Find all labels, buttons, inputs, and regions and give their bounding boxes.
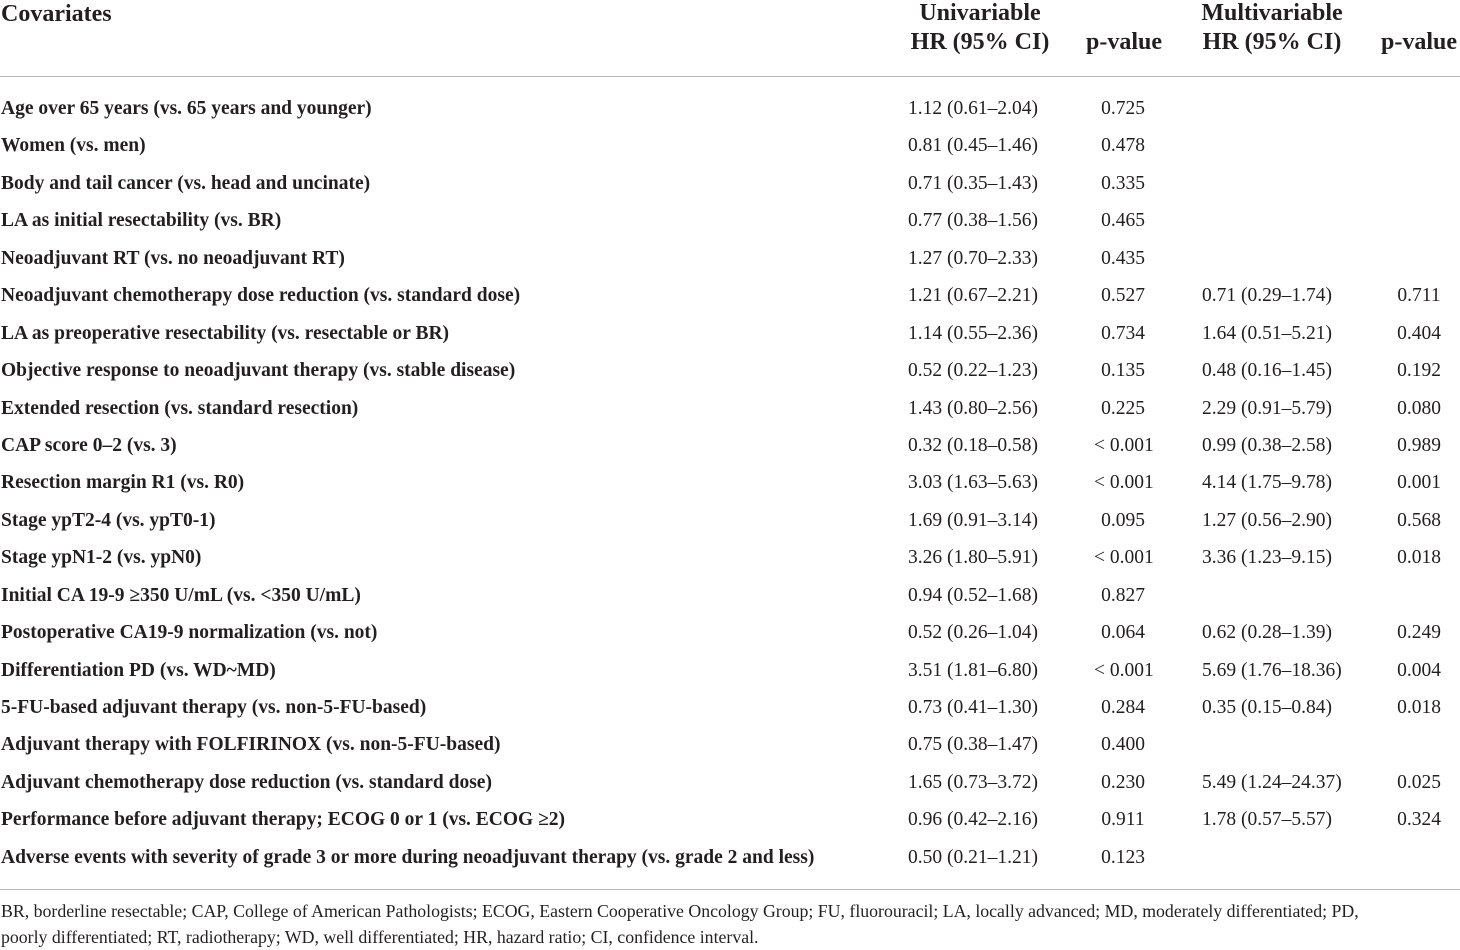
covariate-cell: CAP score 0–2 (vs. 3) xyxy=(1,434,177,456)
footnote-line-2: poorly differentiated; RT, radiotherapy; WD, well differentiated; HR, hazard ratio; CI, confidence interval. xyxy=(1,927,759,947)
univariable-pvalue-cell: 0.284 xyxy=(1101,697,1145,718)
multivariable-hr-cell: 4.14 (1.75–9.78) xyxy=(1202,472,1332,494)
univariable-pvalue-cell: 0.911 xyxy=(1101,809,1145,831)
univariable-hr-cell: 1.21 (0.67–2.21) xyxy=(908,285,1038,307)
bottom-rule xyxy=(0,889,1460,890)
covariate-cell: 5-FU-based adjuvant therapy (vs. non-5-FU-based) xyxy=(1,697,427,718)
header-multivariable-line1: Multivariable xyxy=(1201,0,1343,26)
header-rule xyxy=(0,76,1460,77)
univariable-pvalue-cell: 0.400 xyxy=(1101,734,1145,756)
univariable-hr-cell: 1.69 (0.91–3.14) xyxy=(908,509,1038,531)
univariable-hr-cell: 0.52 (0.26–1.04) xyxy=(908,622,1038,644)
header-multivariable xyxy=(1190,0,1354,57)
univariable-hr-cell: 0.71 (0.35–1.43) xyxy=(908,172,1038,194)
multivariable-hr-cell: 1.64 (0.51–5.21) xyxy=(1202,322,1332,344)
covariate-cell: Differentiation PD (vs. WD~MD) xyxy=(1,659,276,681)
multivariable-hr-cell: 0.35 (0.15–0.84) xyxy=(1202,697,1332,718)
multivariable-hr-cell: 5.69 (1.76–18.36) xyxy=(1202,659,1342,681)
univariable-hr-cell: 0.96 (0.42–2.16) xyxy=(908,809,1038,831)
multivariable-pvalue-cell: 0.018 xyxy=(1397,547,1441,569)
multivariable-hr-cell: 0.48 (0.16–1.45) xyxy=(1202,360,1332,382)
univariable-pvalue-cell: < 0.001 xyxy=(1094,659,1154,681)
multivariable-hr-cell: 0.71 (0.29–1.74) xyxy=(1202,285,1332,307)
univariable-hr-cell: 1.43 (0.80–2.56) xyxy=(908,397,1038,419)
univariable-hr-cell: 0.50 (0.21–1.21) xyxy=(908,846,1038,868)
covariate-cell: Stage ypN1-2 (vs. ypN0) xyxy=(1,547,202,569)
header-pvalue-univariable: p-value xyxy=(1085,29,1162,55)
table-row xyxy=(0,764,1460,801)
multivariable-pvalue-cell: 0.404 xyxy=(1397,322,1441,344)
univariable-hr-cell: 1.27 (0.70–2.33) xyxy=(908,247,1038,269)
covariate-cell: Adverse events with severity of grade 3 or more during neoadjuvant therapy (vs. grade 2 and less) xyxy=(1,846,815,868)
table-footnote xyxy=(1,898,1460,950)
multivariable-pvalue-cell: 0.080 xyxy=(1397,397,1441,419)
univariable-hr-cell: 1.14 (0.55–2.36) xyxy=(908,322,1038,344)
univariable-pvalue-cell: 0.435 xyxy=(1101,247,1145,269)
multivariable-pvalue-cell: 0.004 xyxy=(1397,659,1441,681)
table-row xyxy=(0,502,1460,539)
covariate-cell: Postoperative CA19-9 normalization (vs. not) xyxy=(1,622,378,644)
multivariable-pvalue-cell: 0.025 xyxy=(1397,771,1441,793)
header-univariable-line1: Univariable xyxy=(919,0,1041,26)
univariable-hr-cell: 0.94 (0.52–1.68) xyxy=(908,584,1038,606)
univariable-pvalue-cell: 0.465 xyxy=(1101,210,1145,232)
footnote-line-1: BR, borderline resectable; CAP, College of American Pathologists; ECOG, Eastern Cooperative Oncology Group; FU, fluorouracil; LA, locally advanced; MD, moderately differentiated; PD, xyxy=(1,901,1359,921)
univariable-hr-cell: 1.65 (0.73–3.72) xyxy=(908,771,1038,793)
covariate-cell: LA as preoperative resectability (vs. resectable or BR) xyxy=(1,322,450,344)
multivariable-pvalue-cell: 0.001 xyxy=(1397,472,1441,494)
covariate-cell: LA as initial resectability (vs. BR) xyxy=(1,210,282,232)
table-row xyxy=(0,614,1460,651)
univariable-hr-cell: 3.51 (1.81–6.80) xyxy=(908,659,1038,681)
table-row xyxy=(0,240,1460,277)
table-row xyxy=(0,390,1460,427)
header-univariable-line2: HR (95% CI) xyxy=(910,29,1050,55)
univariable-pvalue-cell: < 0.001 xyxy=(1094,434,1154,456)
multivariable-hr-cell: 1.78 (0.57–5.57) xyxy=(1202,809,1332,831)
table-row xyxy=(0,277,1460,314)
header-pvalue-multivariable: p-value xyxy=(1380,29,1457,55)
table-row xyxy=(0,801,1460,838)
univariable-hr-cell: 0.81 (0.45–1.46) xyxy=(908,135,1038,157)
table-row xyxy=(0,577,1460,614)
univariable-pvalue-cell: 0.478 xyxy=(1101,135,1145,157)
table-row xyxy=(0,90,1460,127)
covariate-cell: Body and tail cancer (vs. head and uncinate) xyxy=(1,172,371,194)
multivariable-hr-cell: 1.27 (0.56–2.90) xyxy=(1202,509,1332,531)
multivariable-hr-cell: 0.99 (0.38–2.58) xyxy=(1202,434,1332,456)
univariable-pvalue-cell: < 0.001 xyxy=(1094,547,1154,569)
table-row xyxy=(0,427,1460,464)
multivariable-pvalue-cell: 0.192 xyxy=(1397,360,1441,382)
univariable-hr-cell: 0.52 (0.22–1.23) xyxy=(908,360,1038,382)
covariate-cell: Adjuvant chemotherapy dose reduction (vs. standard dose) xyxy=(1,771,492,793)
univariable-pvalue-cell: 0.135 xyxy=(1101,360,1145,382)
covariate-cell: Resection margin R1 (vs. R0) xyxy=(1,472,245,494)
univariable-pvalue-cell: 0.527 xyxy=(1101,285,1145,307)
multivariable-hr-cell: 2.29 (0.91–5.79) xyxy=(1202,397,1332,419)
univariable-pvalue-cell: 0.335 xyxy=(1101,172,1145,194)
table-row xyxy=(0,839,1460,876)
covariate-cell: Age over 65 years (vs. 65 years and younger) xyxy=(1,98,372,119)
univariable-hr-cell: 0.73 (0.41–1.30) xyxy=(908,697,1038,718)
table-row xyxy=(0,726,1460,763)
table-row xyxy=(0,202,1460,239)
table-row xyxy=(0,165,1460,202)
univariable-pvalue-cell: 0.225 xyxy=(1101,397,1145,419)
univariable-hr-cell: 0.32 (0.18–0.58) xyxy=(908,434,1038,456)
multivariable-hr-cell: 0.62 (0.28–1.39) xyxy=(1202,622,1332,644)
multivariable-hr-cell: 3.36 (1.23–9.15) xyxy=(1202,547,1332,569)
table-row xyxy=(0,127,1460,164)
covariate-cell: Adjuvant therapy with FOLFIRINOX (vs. non-5-FU-based) xyxy=(1,734,501,756)
covariate-cell: Objective response to neoadjuvant therapy (vs. stable disease) xyxy=(1,360,516,382)
multivariable-pvalue-cell: 0.568 xyxy=(1397,509,1441,531)
univariable-hr-cell: 3.26 (1.80–5.91) xyxy=(908,547,1038,569)
univariable-pvalue-cell: 0.123 xyxy=(1101,846,1145,868)
multivariable-pvalue-cell: 0.249 xyxy=(1397,622,1441,644)
table-row xyxy=(0,315,1460,352)
covariate-cell: Women (vs. men) xyxy=(1,135,146,157)
header-covariates: Covariates xyxy=(1,1,112,27)
multivariable-pvalue-cell: 0.018 xyxy=(1397,697,1441,718)
covariate-cell: Neoadjuvant RT (vs. no neoadjuvant RT) xyxy=(1,247,345,269)
covariate-cell: Performance before adjuvant therapy; ECOG 0 or 1 (vs. ECOG ≥2) xyxy=(1,809,566,831)
multivariable-pvalue-cell: 0.989 xyxy=(1397,434,1441,456)
univariable-hr-cell: 0.75 (0.38–1.47) xyxy=(908,734,1038,756)
table-row xyxy=(0,689,1460,726)
table-header xyxy=(0,0,1460,76)
multivariable-pvalue-cell: 0.711 xyxy=(1397,285,1441,307)
multivariable-pvalue-cell: 0.324 xyxy=(1397,809,1441,831)
covariate-cell: Neoadjuvant chemotherapy dose reduction (vs. standard dose) xyxy=(1,285,521,307)
covariate-cell: Stage ypT2-4 (vs. ypT0-1) xyxy=(1,509,216,531)
covariate-cell: Extended resection (vs. standard resection) xyxy=(1,397,359,419)
univariable-pvalue-cell: 0.064 xyxy=(1101,622,1145,644)
univariable-hr-cell: 0.77 (0.38–1.56) xyxy=(908,210,1038,232)
table-body xyxy=(0,90,1460,876)
table-row xyxy=(0,464,1460,501)
univariable-pvalue-cell: 0.734 xyxy=(1101,322,1145,344)
univariable-hr-cell: 3.03 (1.63–5.63) xyxy=(908,472,1038,494)
univariable-pvalue-cell: 0.827 xyxy=(1101,584,1145,606)
univariable-pvalue-cell: 0.095 xyxy=(1101,509,1145,531)
multivariable-hr-cell: 5.49 (1.24–24.37) xyxy=(1202,771,1342,793)
univariable-hr-cell: 1.12 (0.61–2.04) xyxy=(908,98,1038,119)
table-row xyxy=(0,352,1460,389)
covariate-cell: Initial CA 19-9 ≥350 U/mL (vs. <350 U/mL) xyxy=(1,584,361,606)
header-multivariable-line2: HR (95% CI) xyxy=(1202,29,1342,55)
header-univariable xyxy=(898,0,1062,57)
univariable-pvalue-cell: < 0.001 xyxy=(1094,472,1154,494)
univariable-pvalue-cell: 0.725 xyxy=(1101,98,1145,119)
table-row xyxy=(0,652,1460,689)
table-row xyxy=(0,539,1460,576)
univariable-pvalue-cell: 0.230 xyxy=(1101,771,1145,793)
